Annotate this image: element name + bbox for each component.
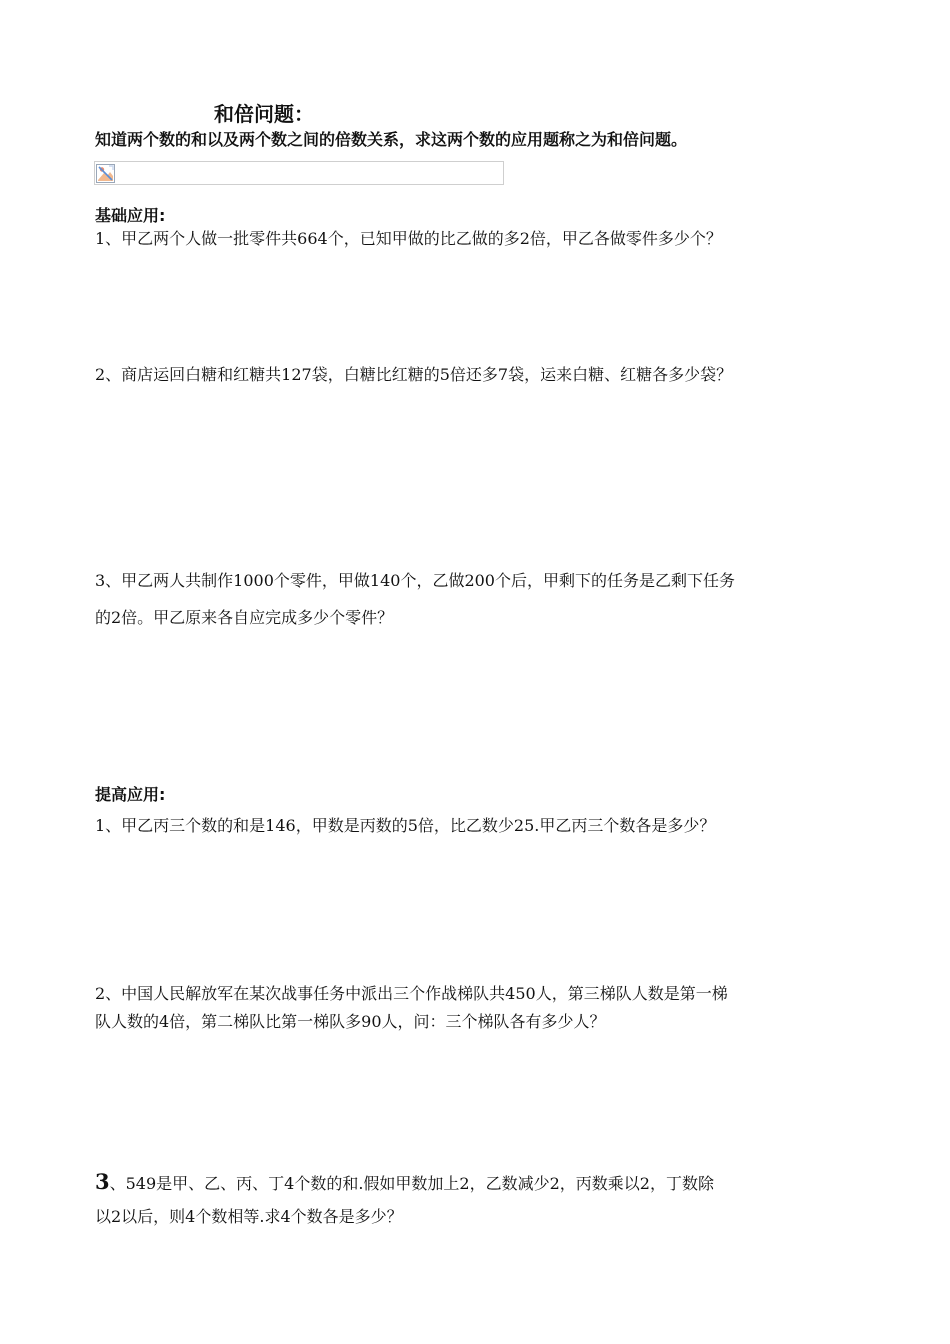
broken-image-placeholder [94, 161, 504, 185]
broken-image-icon [96, 164, 115, 183]
definition-text: 知道两个数的和以及两个数之间的倍数关系，求这两个数的应用题称之为和倍问题。 [95, 130, 688, 149]
advanced-question-2-line-1: 2、中国人民解放军在某次战事任务中派出三个作战梯队共450人，第三梯队人数是第一梯 [95, 984, 728, 1003]
advanced-question-2-line-2: 队人数的4倍，第二梯队比第一梯队多90人，问：三个梯队各有多少人？ [95, 1012, 606, 1031]
page-title: 和倍问题： [214, 102, 314, 126]
advanced-question-3-line-2: 以2以后，则4个数相等.求4个数各是多少？ [95, 1207, 403, 1226]
advanced-question-3-line-1 [95, 1167, 714, 1196]
section-heading-basic: 基础应用: [95, 206, 166, 225]
advanced-question-3-text: 、549是甲、乙、丙、丁4个数的和.假如甲数加上2，乙数减少2，丙数乘以2，丁数除 [109, 1174, 714, 1193]
basic-question-3-line-2: 的2倍。甲乙原来各自应完成多少个零件？ [95, 608, 394, 627]
advanced-question-1: 1、甲乙丙三个数的和是146，甲数是丙数的5倍，比乙数少25.甲乙丙三个数各是多少？ [95, 816, 716, 835]
section-heading-advanced: 提高应用: [95, 785, 166, 804]
basic-question-2: 2、商店运回白糖和红糖共127袋，白糖比红糖的5倍还多7袋，运来白糖、红糖各多少袋？ [95, 365, 733, 384]
basic-question-3-line-1: 3、甲乙两人共制作1000个零件，甲做140个，乙做200个后，甲剩下的任务是乙剩下任务 [95, 571, 735, 590]
basic-question-1: 1、甲乙两个人做一批零件共664个，已知甲做的比乙做的多2倍，甲乙各做零件多少个？ [95, 229, 722, 248]
advanced-question-3-number: 3 [95, 1169, 110, 1194]
